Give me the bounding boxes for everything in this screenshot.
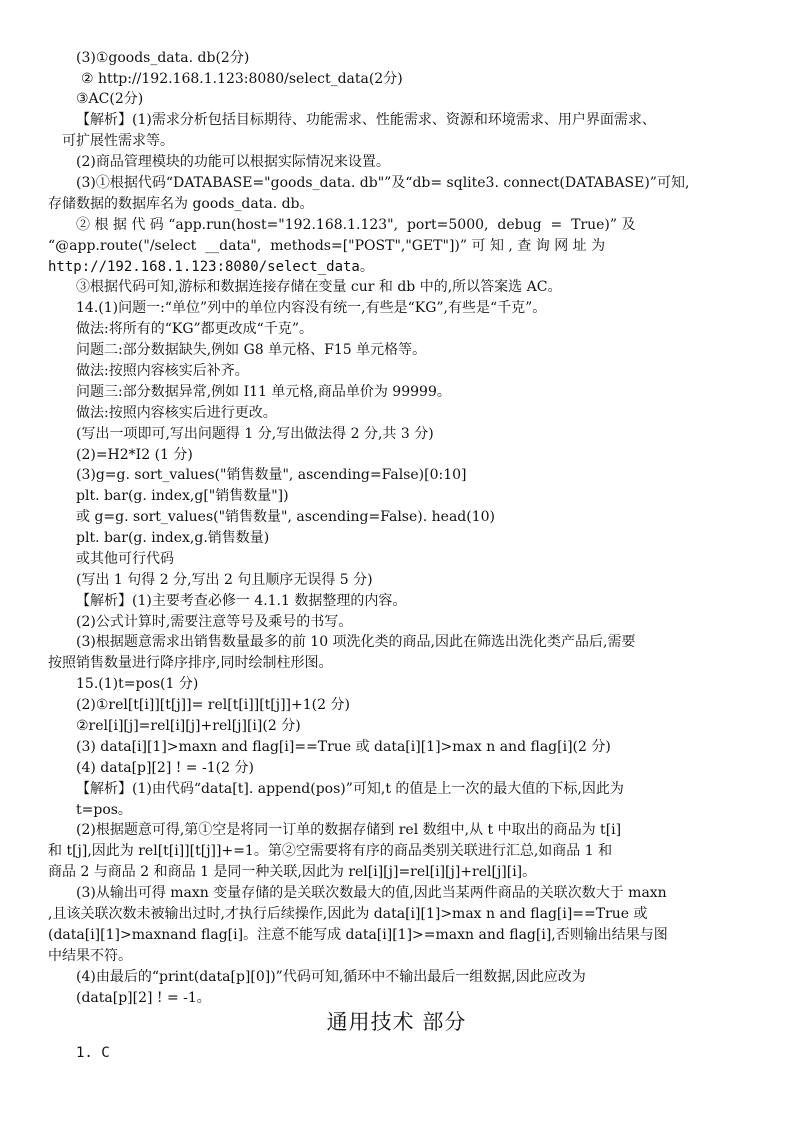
answer-15-1: 15.(1)t=pos(1 分) [76,676,199,692]
analysis-13-line-7: “@app.route("/select __data", methods=["POST","GET"])” 可 知 , 查 询 网 址 为 [48,238,606,254]
analysis-13-line-6: ② 根 据 代 码 “app.run(host="192.168.1.123", port=5000, debug = True)” 及 [76,217,636,233]
analysis-13-line-9: ③根据代码可知,游标和数据连接存储在变量 cur 和 db 中的,所以答案选 AC。 [76,279,562,295]
analysis-13-line-2: 可扩展性需求等。 [62,133,174,149]
answer-15-3: (3) data[i][1]>maxn and flag[i]==True 或 data[i][1]>max n and flag[i](2 分) [76,739,611,755]
answer-tech-1: 1. C [76,1045,110,1061]
analysis-13-line-5: 存储数据的数据库名为 goods_data. db。 [48,196,314,212]
answer-14-3-alt: 或其他可行代码 [76,551,174,567]
answer-14-3-code-1: (3)g=g. sort_values("销售数量", ascending=False)[0:10] [76,467,467,483]
analysis-15-line-5: 商品 2 与商品 2 和商品 1 是同一种关联,因此为 rel[i][j]=rel[i][j]+rel[j][i]。 [48,864,537,880]
answer-14-3-code-4: plt. bar(g. index,g.销售数量) [76,530,270,546]
answer-15-2-2: ②rel[i][j]=rel[i][j]+rel[j][i](2 分) [76,718,301,734]
analysis-15-line-8: (data[i][1]>maxnand flag[i]。注意不能写成 data[i][1]>=maxn and flag[i],否则输出结果与图 [48,927,668,943]
analysis-13-line-8: http://192.168.1.123:8080/select_data。 [48,259,374,275]
answer-14-1-problem-3: 问题三:部分数据异常,例如 I11 单元格,商品单价为 99999。 [76,384,451,400]
answer-13-3-1: (3)①goods_data. db(2分) [76,50,250,66]
answer-14-1-method-1: 做法:将所有的“KG”都更改成“千克”。 [76,321,313,337]
answer-14-1-method-3: 做法:按照内容核实后进行更改。 [76,405,277,421]
analysis-15-line-10: (4)由最后的“print(data[p][0])”代码可知,循环中不输出最后一组数据,因此应改为 [76,969,586,985]
answer-14-3-code-2: plt. bar(g. index,g["销售数量"]) [76,488,289,504]
section-heading: 通用技术 部分 [326,1010,467,1034]
analysis-15-line-7: ,且该关联次数未被输出过时,才执行后续操作,因此为 data[i][1]>max n and flag[i]==True 或 [48,906,648,922]
analysis-13-line-3: (2)商品管理模块的功能可以根据实际情况来设置。 [76,154,390,170]
analysis-15-line-9: 中结果不符。 [48,948,132,964]
answer-15-4: (4) data[p][2] ! = -1(2 分) [76,760,254,776]
analysis-14-line-1: 【解析】(1)主要考查必修一 4.1.1 数据整理的内容。 [76,593,407,609]
analysis-15-line-2: t=pos。 [76,802,132,818]
answer-14-1-problem-1: 14.(1)问题一:“单位”列中的单位内容没有统一,有些是“KG”,有些是“千克”。 [76,300,547,316]
analysis-14-line-4: 按照销售数量进行降序排序,同时绘制柱形图。 [48,655,333,671]
analysis-13-line-4: (3)①根据代码“DATABASE="goods_data. db"”及“db= sqlite3. connect(DATABASE)”可知, [76,175,690,191]
analysis-15-line-1: 【解析】(1)由代码“data[t]. append(pos)”可知,t 的值是上一次的最大值的下标,因此为 [76,781,624,797]
analysis-13-line-1: 【解析】(1)需求分析包括目标期待、功能需求、性能需求、资源和环境需求、用户界面需求、 [76,112,656,128]
analysis-15-line-3: (2)根据题意可得,第①空是将同一订单的数据存储到 rel 数组中,从 t 中取出的商品为 t[i] [76,822,622,838]
answer-14-1-scoring: (写出一项即可,写出问题得 1 分,写出做法得 2 分,共 3 分) [76,426,434,442]
answer-14-1-problem-2: 问题二:部分数据缺失,例如 G8 单元格、F15 单元格等。 [76,342,427,358]
analysis-15-line-6: (3)从输出可得 maxn 变量存储的是关联次数最大的值,因此当某两件商品的关联次数大于 maxn [76,885,667,901]
answer-14-2: (2)=H2*I2 (1 分) [76,447,193,463]
answer-13-3-3: ③AC(2分) [76,91,144,107]
analysis-14-line-2: (2)公式计算时,需要注意等号及乘号的书写。 [76,614,353,630]
answer-15-2-1: (2)①rel[t[i]][t[j]]= rel[t[i]][t[j]]+1(2 分) [76,697,350,713]
analysis-15-line-4: 和 t[j],因此为 rel[t[i]][t[j]]+=1。第②空需要将有序的商品类别关联进行汇总,如商品 1 和 [48,843,613,859]
answer-14-1-method-2: 做法:按照内容核实后补齐。 [76,363,249,379]
answer-13-3-2: ② http://192.168.1.123:8080/select_data(2分) [81,71,403,87]
answer-14-3-code-3: 或 g=g. sort_values("销售数量", ascending=False). head(10) [76,509,495,525]
analysis-14-line-3: (3)根据题意需求出销售数量最多的前 10 项洗化类的商品,因此在筛选出洗化类产品后,需要 [76,634,636,650]
answer-14-3-scoring: (写出 1 句得 2 分,写出 2 句且顺序无误得 5 分) [76,572,373,588]
analysis-15-line-11: (data[p][2] ! = -1。 [76,990,211,1006]
